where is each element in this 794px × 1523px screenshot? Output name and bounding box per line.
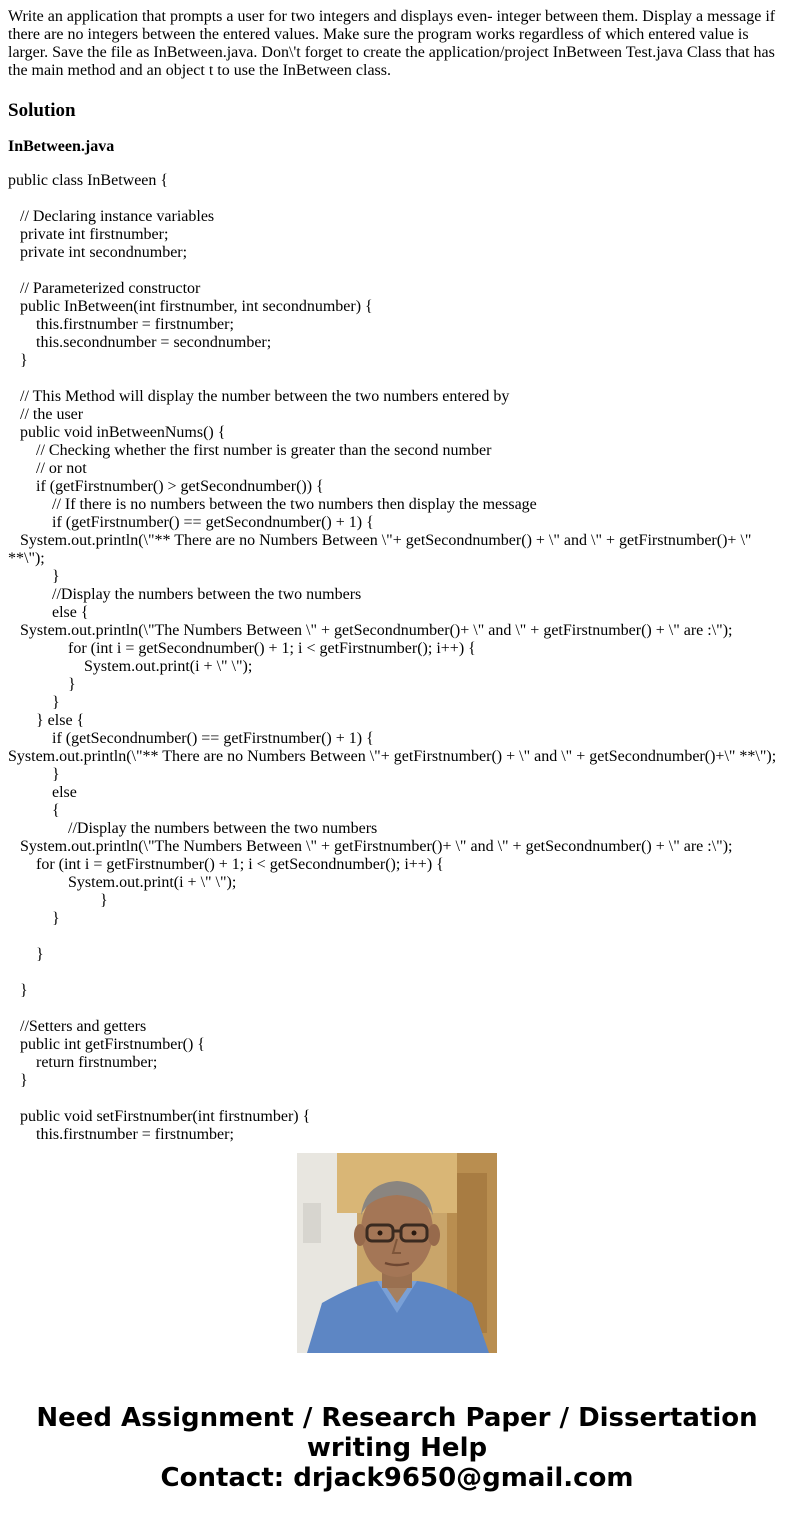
code-line: System.out.println(\"The Numbers Between \" + getFirstnumber()+ \" and \" + getSecondnumber() + \" are :\"); [8,838,733,855]
code-line: } [8,1072,28,1089]
code-line: this.firstnumber = firstnumber; [8,316,234,333]
code-line: this.secondnumber = secondnumber; [8,334,272,351]
code-line: } [8,352,28,369]
code-line: public int getFirstnumber() { [8,1036,205,1053]
code-line: } [8,766,60,783]
code-line: } [8,568,60,585]
code-line: System.out.print(i + \" \"); [8,658,253,675]
code-line: // the user [8,406,84,423]
code-line: } [8,946,44,963]
code-line: public void inBetweenNums() { [8,424,226,441]
file-name-heading: InBetween.java [8,138,115,155]
code-line: System.out.println(\"The Numbers Between \" + getSecondnumber()+ \" and \" + getFirstnumber() + \" are :\"); [8,622,733,639]
code-line: private int secondnumber; [8,244,188,261]
code-line: else [8,784,77,801]
code-line: public class InBetween { [8,172,169,189]
code-line: System.out.print(i + \" \"); [8,874,237,891]
banner-line-1: Need Assignment / Research Paper / Dissertation [36,1403,758,1433]
code-line: if (getFirstnumber() == getSecondnumber() + 1) { [8,514,374,531]
solution-heading: Solution [8,100,76,121]
code-line: else { [8,604,89,621]
banner-contact-line: Contact: drjack9650@gmail.com [160,1463,634,1493]
code-line: if (getSecondnumber() == getFirstnumber() + 1) { [8,730,374,747]
author-photo-image [297,1153,497,1353]
code-line: for (int i = getFirstnumber() + 1; i < getSecondnumber(); i++) { [8,856,444,873]
code-line: public void setFirstnumber(int firstnumber) { [8,1108,311,1125]
code-line: // Parameterized constructor [8,280,201,297]
code-line [8,370,784,388]
code-line: this.firstnumber = firstnumber; [8,1126,234,1143]
code-block [8,172,784,1144]
document-content [8,8,784,1143]
code-line: // If there is no numbers between the two numbers then display the message [8,496,537,513]
code-line [8,1090,784,1108]
code-line: } else { [8,712,85,729]
code-line: //Display the numbers between the two numbers [8,820,378,837]
code-line: // Declaring instance variables [8,208,215,225]
code-line: } [8,892,108,909]
code-line: if (getFirstnumber() > getSecondnumber()) { [8,478,324,495]
code-line: { [8,802,60,819]
author-photo [297,1153,497,1353]
code-line [8,928,784,946]
banner-line-2: writing Help [306,1433,488,1463]
code-line: return firstnumber; [8,1054,158,1071]
code-line: //Display the numbers between the two numbers [8,586,362,603]
code-line: // This Method will display the number between the two numbers entered by [8,388,510,405]
code-line [8,262,784,280]
code-line: public InBetween(int firstnumber, int secondnumber) { [8,298,373,315]
code-line: for (int i = getSecondnumber() + 1; i < getFirstnumber(); i++) { [8,640,476,657]
code-line: } [8,982,28,999]
code-line [8,964,784,982]
code-line: } [8,676,76,693]
code-line: } [8,694,60,711]
code-line: } [8,910,60,927]
code-line: System.out.println(\"** There are no Numbers Between \"+ getFirstnumber() + \" and \" + getSecondnumber()+\" **\"); [8,748,777,765]
code-line [8,1000,784,1018]
code-line: private int firstnumber; [8,226,169,243]
question-text: Write an application that prompts a user for two integers and displays even- integer between them. Display a message if there are no integers between the entered values. Make sure the program works regardless of which entered value is larger. Save the file as InBetween.java. Don\'t forget to create the application/project InBetween Test.java Class that has the main method and an object t to use the InBetween class. [8,8,776,79]
code-line: System.out.println(\"** There are no Numbers Between \"+ getSecondnumber() + \" and \" + getFirstnumber()+ \" **\"); [8,532,756,567]
contact-banner [0,1403,794,1493]
code-line: //Setters and getters [8,1018,147,1035]
code-line: // or not [8,460,87,477]
code-line: // Checking whether the first number is greater than the second number [8,442,492,459]
code-line [8,190,784,208]
